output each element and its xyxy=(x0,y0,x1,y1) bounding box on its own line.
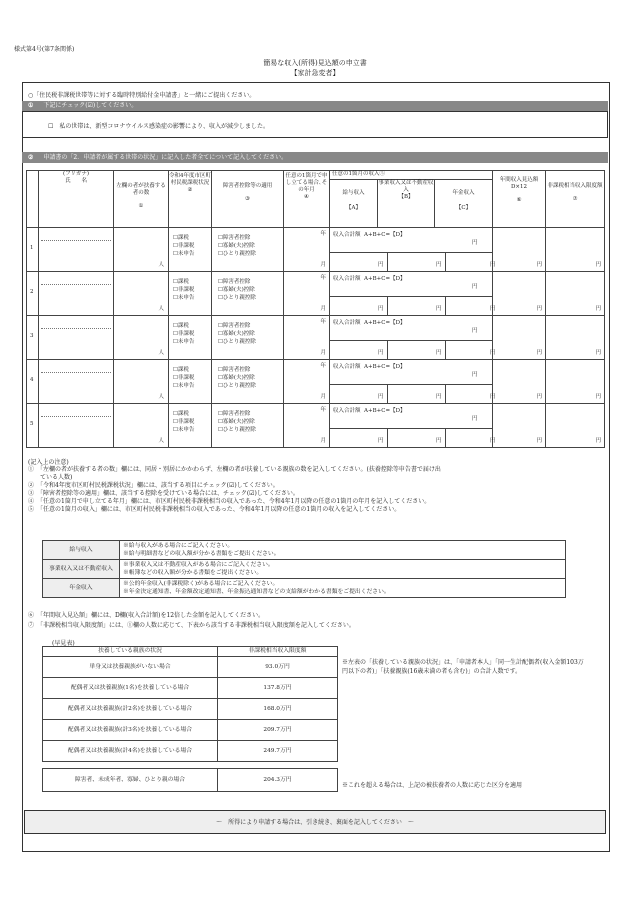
header-salary-label: 給与収入 xyxy=(342,190,365,196)
unit-yen: 円 xyxy=(378,262,384,269)
header-limit-label: 非課税相当収入限度額 xyxy=(547,183,603,189)
unit-yen: 円 xyxy=(436,394,442,401)
dependents-field[interactable] xyxy=(114,360,169,404)
tax-status-field[interactable] xyxy=(169,228,212,272)
unit-yen: 円 xyxy=(378,438,384,445)
unit-person: 人 xyxy=(158,438,164,445)
annual-income-field[interactable] xyxy=(493,228,546,272)
note-item: ① 「左欄の者が扶養する者の数」欄には、同居・別居にかかわらず、左欄の者が扶養している親族の数を記入してください。(扶養控除等申告書で届け出 xyxy=(28,466,441,473)
header-name-kana: (フリガナ) xyxy=(62,171,90,177)
header-tax-status xyxy=(169,171,212,228)
header-dependents xyxy=(114,171,169,228)
tax-option-taxable[interactable]: ☐課税 xyxy=(173,323,189,329)
deduction-option-disability[interactable]: ☐障害者控除 xyxy=(218,411,251,417)
table-header-row xyxy=(27,171,605,180)
unit-yen: 円 xyxy=(490,306,496,313)
annual-income-field[interactable] xyxy=(493,404,546,448)
header-tax-status-num: ② xyxy=(187,186,193,193)
income-type-label: 給与収入 xyxy=(43,541,120,560)
name-field[interactable] xyxy=(39,404,114,448)
income-type-label: 事業収入又は不動産収入 xyxy=(43,560,120,579)
household-table xyxy=(26,170,605,448)
unit-yen: 円 xyxy=(436,438,442,445)
tax-option-undeclared[interactable]: ☐未申告 xyxy=(173,427,195,433)
deduction-option-disability[interactable]: ☐障害者控除 xyxy=(218,235,251,241)
total-label: 収入合計額 xyxy=(333,408,361,414)
header-business-label: 事業収入又は不動産収入 xyxy=(378,180,434,193)
deduction-option-disability[interactable]: ☐障害者控除 xyxy=(218,279,251,285)
header-name xyxy=(39,171,114,228)
income-type-table xyxy=(42,540,566,598)
deduction-option-disability[interactable]: ☐障害者控除 xyxy=(218,367,251,373)
row-number: 1 xyxy=(27,228,39,272)
limit-special-row xyxy=(43,769,338,792)
formula: A+B+C=【D】 xyxy=(364,276,406,282)
income-type-line: ※公的年金収入(非課税除く)がある場合にご記入ください。 xyxy=(123,581,279,587)
header-tax-status-label: 令和4年度市区町村民税課税状況 xyxy=(169,173,211,186)
tax-status-field[interactable] xyxy=(169,316,212,360)
formula: A+B+C=【D】 xyxy=(364,364,406,370)
deduction-option-widow[interactable]: ☐寡婦(夫)控除 xyxy=(218,331,255,337)
month-field[interactable] xyxy=(284,316,330,360)
dependents-field[interactable] xyxy=(114,272,169,316)
deduction-field[interactable] xyxy=(212,272,284,316)
formula: A+B+C=【D】 xyxy=(364,320,406,326)
section2-number: ② xyxy=(28,154,34,161)
tax-option-taxable[interactable]: ☐課税 xyxy=(173,367,189,373)
header-income-group: 任意の1箇月の収入⑤ xyxy=(330,171,493,180)
unit-yen: 円 xyxy=(536,306,543,313)
header-dependents-num: ① xyxy=(138,202,144,209)
limit-row-status: 単身又は扶養親族がいない場合 xyxy=(43,657,218,678)
formula: A+B+C=【D】 xyxy=(364,232,406,238)
unit-year: 年 xyxy=(320,231,326,237)
limit-field[interactable] xyxy=(546,228,605,272)
tax-status-field[interactable] xyxy=(169,404,212,448)
name-field[interactable] xyxy=(39,316,114,360)
dependents-field[interactable] xyxy=(114,228,169,272)
tax-option-nontaxable[interactable]: ☐非課税 xyxy=(173,287,195,293)
limit-row xyxy=(43,657,338,678)
tax-status-field[interactable] xyxy=(169,272,212,316)
deduction-option-single-parent[interactable]: ☐ひとり親控除 xyxy=(218,251,256,257)
deduction-option-single-parent[interactable]: ☐ひとり親控除 xyxy=(218,383,256,389)
tax-option-taxable[interactable]: ☐課税 xyxy=(173,411,189,417)
header-pension-label: 年金収入 xyxy=(452,190,475,196)
dependents-field[interactable] xyxy=(114,404,169,448)
header-month-num: ④ xyxy=(304,193,309,200)
limit-row-value: 168.0万円 xyxy=(218,699,338,720)
table-row xyxy=(27,360,605,404)
note-item: ④ 「任意の1箇月で申し立てる年月」欄には、市区町村民税非課税相当の収入であった、令和4年1月以降の任意の1箇月の年月を記入してください。 xyxy=(28,498,431,505)
limit-side-note: ※左表の「扶養している親族の状況」は、「申請者本人」「同一生計配偶者(収入金額103万円以下の者)」「扶養親族(16歳未満の者も含む)」の合計人数です。 xyxy=(342,659,584,675)
income-type-line: ※帳簿などの収入額が分かる書類をご提出ください。 xyxy=(123,570,263,576)
limit-field[interactable] xyxy=(546,360,605,404)
limit-row-status: 配偶者又は扶養親族(計4名)を扶養している場合 xyxy=(43,741,218,762)
covid-income-checkbox[interactable]: ☐ 私の世帯は、新型コロナウイルス感染症の影響により、収入が減少しました。 xyxy=(48,123,270,130)
unit-year: 年 xyxy=(320,407,326,413)
unit-yen: 円 xyxy=(595,438,602,445)
unit-yen: 円 xyxy=(378,306,384,313)
unit-yen: 円 xyxy=(472,416,478,422)
unit-yen: 円 xyxy=(536,394,543,401)
deduction-field[interactable] xyxy=(212,404,284,448)
deduction-option-disability[interactable]: ☐障害者控除 xyxy=(218,323,251,329)
deduction-option-widow[interactable]: ☐寡婦(夫)控除 xyxy=(218,243,255,249)
limit-field[interactable] xyxy=(546,404,605,448)
deduction-field[interactable] xyxy=(212,360,284,404)
unit-yen: 円 xyxy=(378,394,384,401)
unit-yen: 円 xyxy=(436,350,442,357)
income-type-description xyxy=(120,579,566,598)
unit-yen: 円 xyxy=(472,328,478,334)
limit-field[interactable] xyxy=(546,316,605,360)
notes-title: (記入上の注意) xyxy=(28,459,69,466)
header-deduction-num: ③ xyxy=(245,195,250,202)
name-field[interactable] xyxy=(39,272,114,316)
income-field[interactable] xyxy=(330,404,496,448)
income-type-label: 年金収入 xyxy=(43,579,120,598)
row-number: 2 xyxy=(27,272,39,316)
unit-yen: 円 xyxy=(595,394,602,401)
note-item: ② 「令和4年度市区町村民税課税状況」欄には、該当する項目にチェック(☑)してください。 xyxy=(28,482,279,489)
income-field[interactable] xyxy=(330,316,496,360)
dependents-field[interactable] xyxy=(114,316,169,360)
header-salary xyxy=(330,180,378,228)
unit-yen: 円 xyxy=(490,262,496,269)
section1-label: 下記にチェック(☑)してください。 xyxy=(43,102,138,109)
total-label: 収入合計額 xyxy=(333,320,361,326)
footer-note: ～ 所得により申請する場合は、引き続き、裏面を記入してください ～ xyxy=(24,810,606,834)
month-field[interactable] xyxy=(284,360,330,404)
limit-table-header xyxy=(43,647,338,657)
month-field[interactable] xyxy=(284,404,330,448)
limit-bottom-note: ※これを超える場合は、上記の被扶養者の人数に応じた区分を適用 xyxy=(342,782,523,789)
header-salary-num: 【A】 xyxy=(346,204,361,211)
deduction-option-single-parent[interactable]: ☐ひとり親控除 xyxy=(218,295,256,301)
limit-field[interactable] xyxy=(546,272,605,316)
section1-header xyxy=(22,101,608,111)
month-field[interactable] xyxy=(284,228,330,272)
income-type-row xyxy=(43,541,566,560)
annual-income-field[interactable] xyxy=(493,272,546,316)
name-field[interactable] xyxy=(39,360,114,404)
tax-option-nontaxable[interactable]: ☐非課税 xyxy=(173,375,195,381)
unit-month: 月 xyxy=(320,350,326,357)
tax-option-undeclared[interactable]: ☐未申告 xyxy=(173,251,195,257)
tax-option-undeclared[interactable]: ☐未申告 xyxy=(173,295,195,301)
form-label: 様式第4号(第7条関係) xyxy=(14,46,75,53)
section1-number: ① xyxy=(28,102,34,109)
header-annual-num: ⑥ xyxy=(516,196,522,203)
unit-yen: 円 xyxy=(490,350,496,357)
tax-option-taxable[interactable]: ☐課税 xyxy=(173,235,189,241)
header-deduction-label: 障害者控除等の適用 xyxy=(222,183,273,189)
unit-yen: 円 xyxy=(436,306,442,313)
income-type-description xyxy=(120,560,566,579)
limit-row-status: 配偶者又は扶養親族(計3名)を扶養している場合 xyxy=(43,720,218,741)
income-field[interactable] xyxy=(330,272,496,316)
header-pension-num: 【C】 xyxy=(455,204,472,211)
deduction-field[interactable] xyxy=(212,228,284,272)
annual-income-field[interactable] xyxy=(493,360,546,404)
row-number: 4 xyxy=(27,360,39,404)
limit-row-status: 配偶者又は扶養親族(1名)を扶養している場合 xyxy=(43,678,218,699)
header-business-num: 【B】 xyxy=(398,193,414,200)
header-business xyxy=(378,180,435,228)
unit-year: 年 xyxy=(320,275,326,281)
section2-label: 申請書の「2．申請者が属する世帯の状況」に記入した者全てについて記入してください。 xyxy=(43,154,288,161)
unit-yen: 円 xyxy=(536,438,543,445)
unit-yen: 円 xyxy=(436,262,442,269)
unit-year: 年 xyxy=(320,363,326,369)
unit-month: 月 xyxy=(320,262,326,269)
unit-person: 人 xyxy=(158,394,164,401)
deduction-option-widow[interactable]: ☐寡婦(夫)控除 xyxy=(218,375,255,381)
tax-status-field[interactable] xyxy=(169,360,212,404)
total-label: 収入合計額 xyxy=(333,364,361,370)
limit-row-value: 93.0万円 xyxy=(218,657,338,678)
deduction-field[interactable] xyxy=(212,316,284,360)
unit-yen: 円 xyxy=(595,350,602,357)
deduction-option-single-parent[interactable]: ☐ひとり親控除 xyxy=(218,427,256,433)
income-field[interactable] xyxy=(330,228,496,272)
income-type-line: ※事業収入又は不動産収入がある場合にご記入ください。 xyxy=(123,562,274,568)
limit-head-limit: 非課税相当収入限度額 xyxy=(218,647,338,657)
unit-month: 月 xyxy=(320,306,326,313)
unit-yen: 円 xyxy=(490,394,496,401)
limit-row xyxy=(43,678,338,699)
note-item: ③ 「障害者控除等の適用」欄は、該当する控除を受けている場合には、チェック(☑)してください。 xyxy=(28,490,299,497)
unit-person: 人 xyxy=(158,350,164,357)
unit-yen: 円 xyxy=(595,306,602,313)
note-item: ⑦ 「非課税相当収入限度額」には、①欄の人数に応じて、下表から該当する非課税相当収入限度額を記入してください。 xyxy=(28,622,355,629)
deduction-option-single-parent[interactable]: ☐ひとり親控除 xyxy=(218,339,256,345)
unit-year: 年 xyxy=(320,319,326,325)
header-limit-num: ⑦ xyxy=(572,195,578,202)
income-type-line: ※年金決定通知書、年金額改定通知書、年金振込通知書などの支給額がわかる書類をご提出ください。 xyxy=(123,589,390,595)
table-row xyxy=(27,228,605,272)
tax-option-undeclared[interactable]: ☐未申告 xyxy=(173,383,195,389)
tax-option-nontaxable[interactable]: ☐非課税 xyxy=(173,243,195,249)
unit-person: 人 xyxy=(158,262,164,269)
limit-row-value: 209.7万円 xyxy=(218,720,338,741)
table-row xyxy=(27,316,605,360)
limit-row-status: 配偶者又は扶養親族(計2名)を扶養している場合 xyxy=(43,699,218,720)
limit-row-value: 249.7万円 xyxy=(218,741,338,762)
document-title: 簡易な収入(所得)見込額の申立書 xyxy=(263,59,367,67)
header-limit xyxy=(546,171,605,228)
tax-option-nontaxable[interactable]: ☐非課税 xyxy=(173,331,195,337)
limit-row-value: 137.8万円 xyxy=(218,678,338,699)
unit-yen: 円 xyxy=(378,350,384,357)
header-annual xyxy=(493,171,546,228)
submission-notice: ○「住民税非課税世帯等に対する臨時特別給付金申請書」と一緒にご提出ください。 xyxy=(28,92,256,99)
tax-option-nontaxable[interactable]: ☐非課税 xyxy=(173,419,195,425)
unit-yen: 円 xyxy=(472,240,478,246)
header-annual-label: 年間収入見込額 xyxy=(499,177,539,183)
deduction-option-widow[interactable]: ☐寡婦(夫)控除 xyxy=(218,287,255,293)
name-field[interactable] xyxy=(39,228,114,272)
total-label: 収入合計額 xyxy=(333,276,361,282)
unit-yen: 円 xyxy=(490,438,496,445)
limit-row xyxy=(43,741,338,762)
header-month-label: 任意の1箇月で申し立てる場合､その年月 xyxy=(285,173,328,193)
formula: A+B+C=【D】 xyxy=(364,408,406,414)
table-row xyxy=(27,272,605,316)
annual-income-field[interactable] xyxy=(493,316,546,360)
income-type-row xyxy=(43,579,566,598)
income-type-line: ※給与明細書などの収入額が分かる書類をご提出ください。 xyxy=(123,551,280,557)
note-item: ⑤ 「任意の1箇月の収入」欄には、市区町村民税非課税相当の収入であった、令和4年1月以降の任意の1箇月の収入を記入してください。 xyxy=(28,506,401,513)
unit-yen: 円 xyxy=(472,372,478,378)
limit-special-value: 204.3万円 xyxy=(218,769,338,792)
limit-row xyxy=(43,720,338,741)
section2-header xyxy=(22,152,608,163)
limit-special-status: 障害者、未成年者、寡婦、ひとり親の場合 xyxy=(43,769,218,792)
limit-head-status: 扶養している親族の状況 xyxy=(43,647,218,657)
unit-yen: 円 xyxy=(536,350,543,357)
header-month xyxy=(284,171,330,228)
unit-yen: 円 xyxy=(472,284,478,290)
table-row xyxy=(27,404,605,448)
unit-yen: 円 xyxy=(536,262,543,269)
limit-table xyxy=(42,646,338,792)
deduction-option-widow[interactable]: ☐寡婦(夫)控除 xyxy=(218,419,255,425)
unit-yen: 円 xyxy=(595,262,602,269)
unit-person: 人 xyxy=(158,306,164,313)
header-name-label: 氏 名 xyxy=(64,177,87,184)
tax-option-taxable[interactable]: ☐課税 xyxy=(173,279,189,285)
income-type-row xyxy=(43,560,566,579)
income-type-description xyxy=(120,541,566,560)
month-field[interactable] xyxy=(284,272,330,316)
limit-row xyxy=(43,699,338,720)
limit-table-caption: (早見表) xyxy=(52,640,75,647)
header-annual-sub: D×12 xyxy=(511,183,528,190)
header-deduction xyxy=(212,171,284,228)
document-subtitle: 【家計急変者】 xyxy=(290,69,340,77)
header-pension xyxy=(435,180,493,228)
note-item: ⑥ 「年間収入見込額」欄には、D欄(収入合計額)を12倍した金額を記入してください。 xyxy=(28,612,265,619)
total-label: 収入合計額 xyxy=(333,232,361,238)
note-item: ている人数) xyxy=(28,474,73,481)
row-number: 5 xyxy=(27,404,39,448)
tax-option-undeclared[interactable]: ☐未申告 xyxy=(173,339,195,345)
row-number: 3 xyxy=(27,316,39,360)
income-type-line: ※給与収入がある場合にご記入ください。 xyxy=(123,543,234,549)
unit-month: 月 xyxy=(320,394,326,401)
unit-month: 月 xyxy=(320,438,326,445)
income-field[interactable] xyxy=(330,360,496,404)
header-dependents-label: 左欄の者が扶養する者の数 xyxy=(116,183,166,196)
